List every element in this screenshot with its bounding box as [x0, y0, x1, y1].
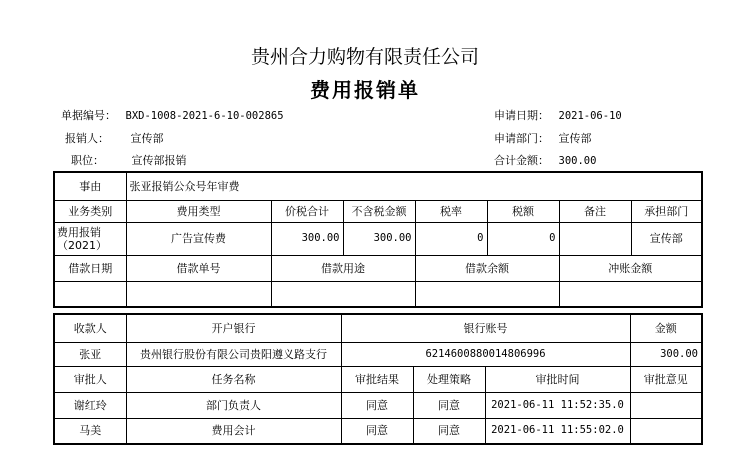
- expense-dept: 宣传部: [631, 222, 702, 255]
- payee-approval-table: [53, 313, 703, 445]
- expense-header-row: [54, 200, 702, 222]
- payee-amount: 300.00: [630, 342, 702, 366]
- apply-date-value: 2021-06-10: [558, 110, 622, 122]
- apply-dept-value: 宣传部: [558, 132, 592, 145]
- approval-result: 同意: [341, 418, 413, 444]
- position-label: 职位：: [71, 154, 104, 167]
- payee-bank: 贵州银行股份有限公司贵阳遵义路支行: [126, 342, 341, 366]
- col-header-payee: 收款人: [54, 314, 126, 342]
- expense-tax: 0: [487, 222, 559, 255]
- doc-no-field: [61, 107, 284, 123]
- position-field: [71, 152, 187, 168]
- col-header-time: 审批时间: [485, 366, 630, 392]
- col-header-note: 备注: [559, 200, 631, 222]
- expense-total: 300.00: [271, 222, 343, 255]
- loan-purpose: [271, 281, 415, 307]
- doc-no-value: BXD-1008-2021-6-10-002865: [125, 110, 284, 122]
- col-header-strategy: 处理策略: [413, 366, 485, 392]
- form-title: 费用报销单: [310, 78, 420, 102]
- matter-label: 事由: [54, 172, 126, 200]
- apply-date-label: 申请日期：: [494, 109, 549, 122]
- col-header-offset-amount: 冲账金额: [559, 255, 702, 281]
- expense-category: 费用报销（2021）: [54, 222, 126, 255]
- position-value: 宣传部报销: [131, 154, 187, 167]
- payee-account: 6214600880014806996: [341, 342, 630, 366]
- task-name: 部门负责人: [126, 392, 341, 418]
- col-header-rate: 税率: [415, 200, 487, 222]
- col-header-category: 业务类别: [54, 200, 126, 222]
- col-header-loan-purpose: 借款用途: [271, 255, 415, 281]
- apply-dept-field: [494, 130, 592, 146]
- loan-no: [126, 281, 271, 307]
- total-amount-label: 合计金额：: [494, 154, 549, 167]
- task-name: 费用会计: [126, 418, 341, 444]
- payee-row: [54, 342, 702, 366]
- total-amount-value: 300.00: [558, 155, 597, 167]
- col-header-approver: 审批人: [54, 366, 126, 392]
- col-header-pretax: 不含税金额: [343, 200, 415, 222]
- expense-pretax: 300.00: [343, 222, 415, 255]
- expense-note: [559, 222, 631, 255]
- company-name: 贵州合力购物有限责任公司: [250, 46, 479, 68]
- approval-time: 2021-06-11 11:52:35.0: [485, 392, 630, 418]
- approval-time: 2021-06-11 11:55:02.0: [485, 418, 630, 444]
- approval-header-row: [54, 366, 702, 392]
- col-header-amount: 金额: [630, 314, 702, 342]
- col-header-loan-balance: 借款余额: [415, 255, 559, 281]
- apply-date-field: [494, 107, 622, 123]
- expense-rate: 0: [415, 222, 487, 255]
- col-header-task: 任务名称: [126, 366, 341, 392]
- reimburser-field: [65, 130, 164, 146]
- apply-dept-label: 申请部门：: [494, 132, 549, 145]
- payee-header-row: [54, 314, 702, 342]
- loan-header-row: [54, 255, 702, 281]
- approval-strategy: 同意: [413, 392, 485, 418]
- approval-strategy: 同意: [413, 418, 485, 444]
- approval-result: 同意: [341, 392, 413, 418]
- col-header-loan-date: 借款日期: [54, 255, 126, 281]
- col-header-dept: 承担部门: [631, 200, 702, 222]
- reimburser-value: 宣传部: [130, 132, 164, 145]
- approval-row: [54, 392, 702, 418]
- total-amount-field: [494, 152, 596, 168]
- expense-row: [54, 222, 702, 255]
- col-header-result: 审批结果: [341, 366, 413, 392]
- loan-row: [54, 281, 702, 307]
- col-header-tax: 税额: [487, 200, 559, 222]
- payee-name: 张亚: [54, 342, 126, 366]
- loan-balance: [415, 281, 559, 307]
- reimburser-label: 报销人：: [65, 132, 109, 145]
- approval-row: [54, 418, 702, 444]
- col-header-type: 费用类型: [126, 200, 271, 222]
- col-header-loan-no: 借款单号: [126, 255, 271, 281]
- approval-opinion: [630, 418, 702, 444]
- offset-amount: [559, 281, 702, 307]
- approver-name: 马美: [54, 418, 126, 444]
- matter-value: 张亚报销公众号年审费: [126, 172, 702, 200]
- col-header-account: 银行账号: [341, 314, 630, 342]
- doc-no-label: 单据编号：: [61, 109, 116, 122]
- approver-name: 谢红玲: [54, 392, 126, 418]
- expense-type: 广告宣传费: [126, 222, 271, 255]
- col-header-bank: 开户银行: [126, 314, 341, 342]
- expense-table: [53, 171, 703, 308]
- loan-date: [54, 281, 126, 307]
- matter-row: [54, 172, 702, 200]
- col-header-total: 价税合计: [271, 200, 343, 222]
- col-header-opinion: 审批意见: [630, 366, 702, 392]
- approval-opinion: [630, 392, 702, 418]
